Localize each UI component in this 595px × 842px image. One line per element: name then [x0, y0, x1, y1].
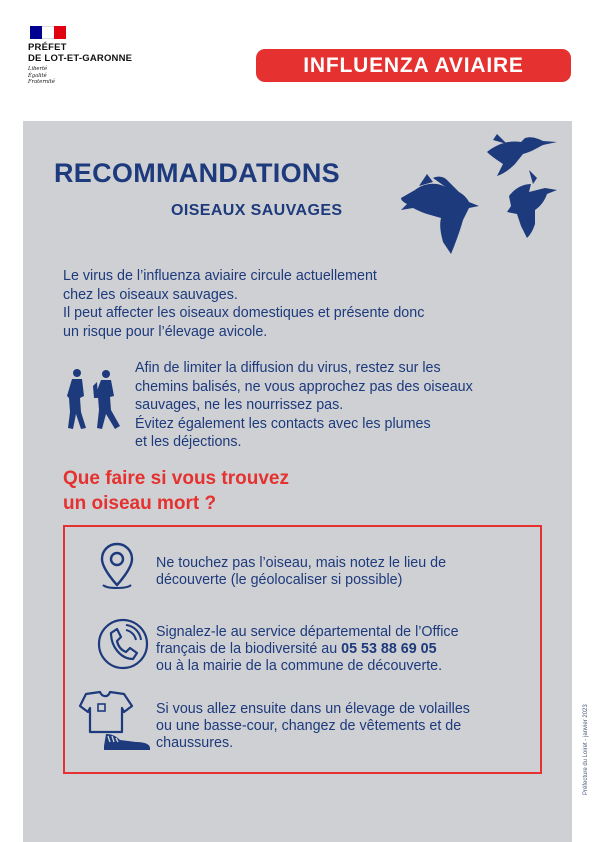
logo-motto: Liberté Égalité Fraternité: [28, 66, 55, 85]
phone-icon: [97, 617, 149, 671]
tshirt-shoe-icon: [76, 690, 154, 752]
footer-credit: Préfecture du Loiret - janvier 2023: [583, 704, 589, 795]
poster-title: RECOMMANDATIONS: [54, 158, 340, 188]
ofb-phone-number: 05 53 88 69 05: [341, 641, 437, 657]
prefet-logo: [28, 26, 178, 86]
logo-line-2: DE LOT-ET-GARONNE: [28, 53, 133, 64]
intro-text: Le virus de l’influenza aviaire circule actuellement chez les oiseaux sauvages. Il peut affecter les oiseaux domestiques et présente donc un risque pour l’élevage avicole.: [63, 268, 425, 340]
step-location-text: Ne touchez pas l’oiseau, mais notez le lieu de découverte (le géolocaliser si possible): [156, 555, 447, 588]
step-report-text: Signalez-le au service départemental de l’Office français de la biodiversité au 05 53 88 69 05 ou à la mairie de la commune de découverte.: [156, 624, 459, 674]
logo-line-1: PRÉFET: [28, 42, 67, 53]
step-clothes-text: Si vous allez ensuite dans un élevage de volailles ou une basse-cour, changez de vêtements et de chaussures.: [156, 701, 470, 751]
poster-subtitle: OISEAUX SAUVAGES: [171, 202, 343, 219]
location-pin-icon: [97, 541, 137, 593]
french-flag-icon: [30, 26, 66, 39]
influenza-badge: INFLUENZA AVIAIRE: [256, 49, 571, 82]
flying-birds-icon: [397, 130, 565, 256]
hikers-icon: [64, 368, 126, 430]
dead-bird-question: Que faire si vous trouvez un oiseau mort ?: [63, 468, 289, 514]
advice-text: Afin de limiter la diffusion du virus, restez sur les chemins balisés, ne vous approchez pas des oiseaux sauvages, ne les nourrissez pas. Évitez également les contacts avec les plumes et les déjections.: [135, 360, 473, 450]
